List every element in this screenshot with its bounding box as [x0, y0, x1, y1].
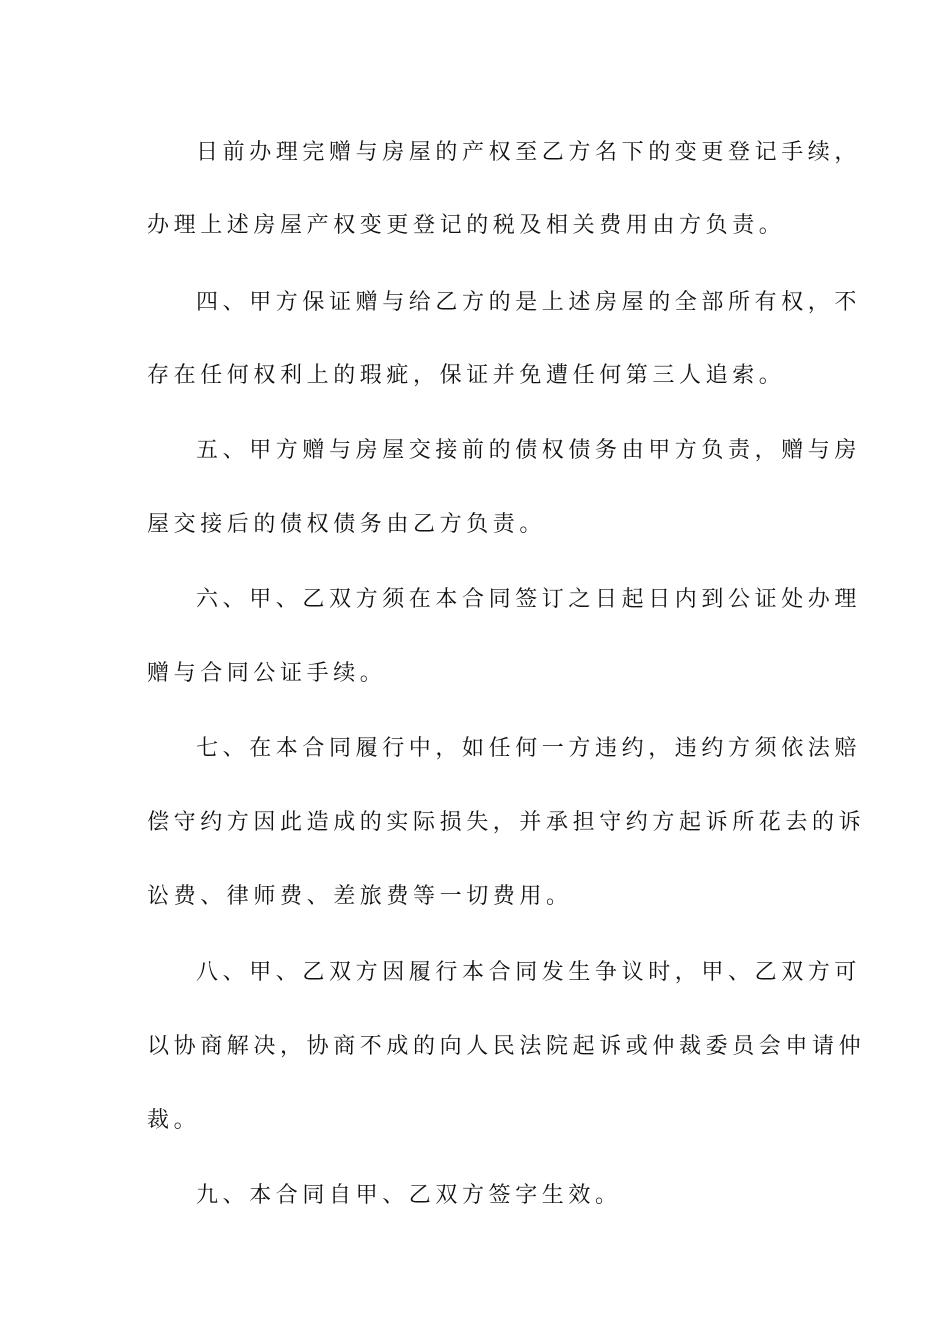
text-line: 办理上述房屋产权变更登记的税及相关费用由方负责。 — [147, 213, 786, 238]
text-line: 五、甲方赠与房屋交接前的债权债务由甲方负责，赠与房 — [196, 438, 862, 463]
text-line: 四、甲方保证赠与给乙方的是上述房屋的全部所有权，不 — [196, 290, 862, 315]
text-line: 赠与合同公证手续。 — [147, 661, 387, 686]
text-line: 存在任何权利上的瑕疵，保证并免遭任何第三人追索。 — [147, 363, 786, 388]
text-line: 屋交接后的债权债务由乙方负责。 — [147, 512, 547, 537]
text-line: 偿守约方因此造成的实际损失，并承担守约方起诉所花去的诉 — [147, 810, 866, 835]
text-line: 七、在本合同履行中，如任何一方违约，违约方须依法赔 — [196, 736, 862, 761]
text-line: 以协商解决，协商不成的向人民法院起诉或仲裁委员会申请仲 — [147, 1034, 866, 1059]
text-line: 六、甲、乙双方须在本合同签订之日起日内到公证处办理 — [196, 587, 862, 612]
text-line: 讼费、律师费、差旅费等一切费用。 — [147, 884, 573, 909]
text-line: 日前办理完赠与房屋的产权至乙方名下的变更登记手续， — [196, 140, 862, 165]
text-line: 八、甲、乙双方因履行本合同发生争议时，甲、乙双方可 — [196, 960, 862, 985]
text-line: 裁。 — [147, 1108, 201, 1133]
text-line: 九、本合同自甲、乙双方签字生效。 — [196, 1183, 622, 1208]
